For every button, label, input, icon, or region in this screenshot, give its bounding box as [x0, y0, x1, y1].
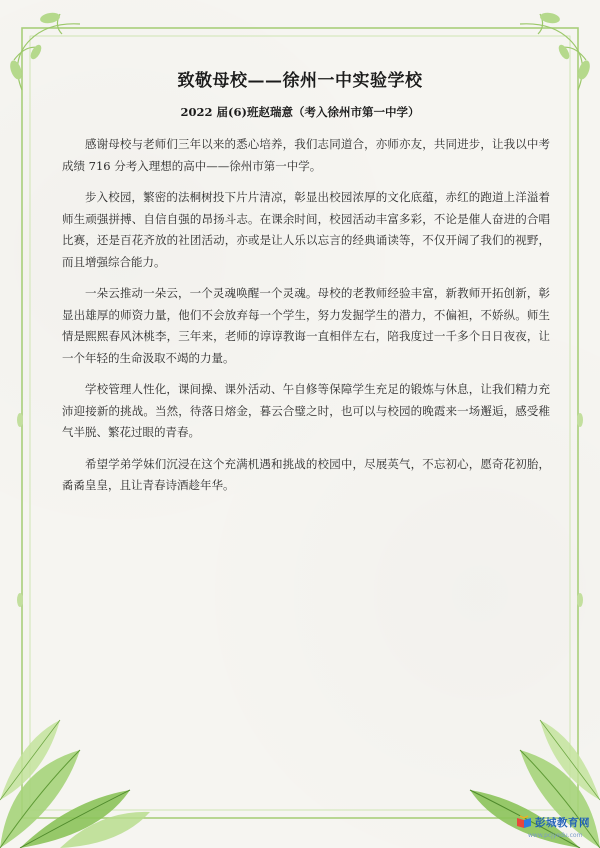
paragraph: 一朵云推动一朵云，一个灵魂唤醒一个灵魂。母校的老教师经验丰富，新教师开拓创新，彰显出雄厚的师资力量，他们不会放弃每一个学生，努力发掘学生的潜力，不偏袒，不娇纵。师生情是熙熙春风沐桃李，三年来，老师的谆谆教诲一直相伴左右，陪我度过一千多个日日夜夜，让一个年轻的生命汲取不竭的力量。: [62, 286, 550, 365]
book-logo-icon: [516, 815, 532, 829]
watermark-logo-text: 彭城教育网: [535, 816, 590, 829]
paragraph: 希望学弟学妹们沉浸在这个充满机遇和挑战的校园中，尽展英气，不忘初心，愿奇花初胎，矞矞皇皇，且让青春诗酒趁年华。: [62, 456, 550, 492]
watermark-url: www.pcjyedu.com: [528, 832, 583, 839]
paragraph: 学校管理人性化，课间操、课外活动、午自修等保障学生充足的锻炼与休息，让我们精力充沛迎接新的挑战。当然，待落日熔金，暮云合璧之时，也可以与校园的晚霞来一场邂逅，感受稚气半脱、繁花过眼的青春。: [62, 382, 550, 439]
paragraph: 感谢母校与老师们三年以来的悉心培养，我们志同道合，亦师亦友，共同进步，让我以中考成绩 716 分考入理想的高中——徐州市第一中学。: [62, 137, 550, 173]
author-subtitle: 2022 届(6)班赵瑞意（考入徐州市第一中学）: [180, 105, 420, 119]
paragraph: 步入校园，繁密的法桐树投下片片清凉，彰显出校园浓厚的文化底蕴，赤红的跑道上洋溢着师生顽强拼搏、自信自强的昂扬斗志。在课余时间，校园活动丰富多彩，不论是催人奋进的合唱比赛，还是百花齐放的社团活动，亦或是让人乐以忘言的经典诵读等，不仅开阔了我们的视野，而且增强综合能力。: [62, 190, 550, 269]
page-title: 致敬母校——徐州一中实验学校: [177, 71, 423, 91]
site-watermark: [516, 812, 590, 832]
article-body: [62, 134, 550, 507]
